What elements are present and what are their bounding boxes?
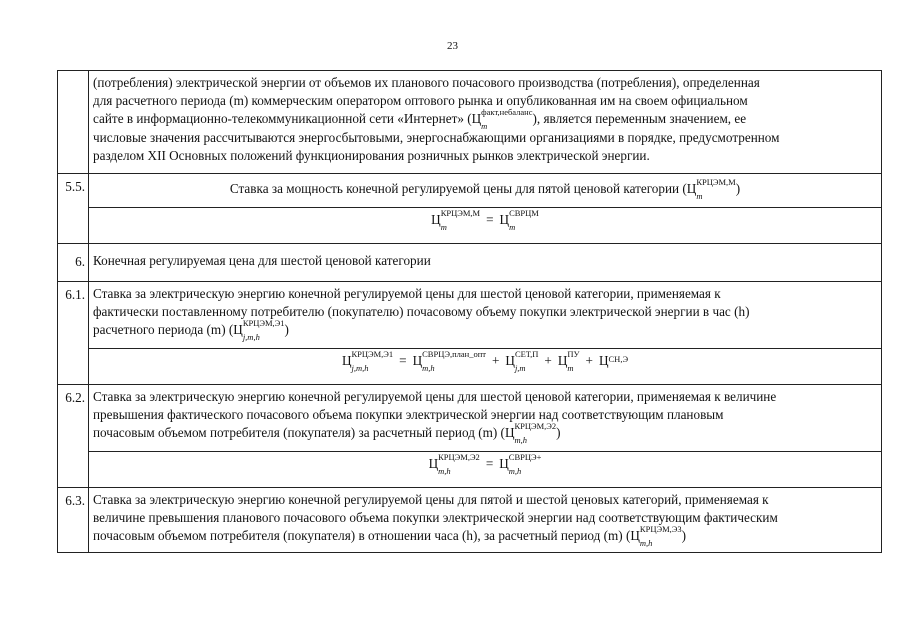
formula	[89, 349, 882, 385]
text-fragment: )	[284, 322, 289, 337]
symbol-indices	[481, 106, 533, 131]
text-fragment: ), является переменным значением, ее	[532, 111, 747, 126]
table-row	[58, 385, 882, 452]
text-fragment: почасовым объемом потребителя (покупателя) за расчетный период (m) (	[93, 425, 505, 440]
equals-sign: =	[486, 212, 494, 228]
symbol-indices	[242, 317, 285, 342]
text-line: (потребления) электрической энергии от объемов их планового почасового производства (потребления), определенная	[93, 75, 760, 90]
row-text	[89, 385, 882, 452]
subscript: m	[509, 222, 516, 232]
price-symbol: Ц	[557, 353, 568, 369]
subscript: j,m,h	[242, 331, 260, 342]
subscript: m	[440, 222, 447, 232]
subscript: m,h	[639, 537, 653, 548]
symbol-indices	[639, 523, 682, 548]
table-row	[58, 488, 882, 553]
superscript: факт,небаланс	[481, 106, 533, 117]
symbol-indices	[422, 349, 486, 373]
superscript: ПУ	[567, 349, 580, 359]
price-symbol: Ц	[686, 181, 697, 196]
table-row	[58, 282, 882, 349]
superscript: КРЦЭМ,Э2	[438, 452, 480, 462]
subscript: m	[567, 363, 574, 373]
text-fragment: )	[681, 528, 687, 543]
text-line	[93, 420, 877, 445]
superscript: СВРЦЭ,план_опт	[422, 349, 486, 359]
text-line: фактически поставленному потребителю (покупателю) почасовому объему покупки электрической энергии в час (h)	[93, 304, 750, 319]
price-symbol: Ц	[431, 212, 441, 228]
superscript: КРЦЭМ,Э1	[242, 317, 285, 328]
text-fragment: почасовым объемом потребителя (покупателя) в отношении часа (h), за расчетный период (m) (	[93, 528, 631, 543]
text-line: Ставка за электрическую энергию конечной регулируемой цены для шестой ценовой категории, применяемая к величине	[93, 389, 777, 404]
subscript: j,m,h	[351, 363, 369, 373]
symbol-indices	[514, 420, 557, 445]
superscript: КРЦЭМ,М	[440, 208, 481, 218]
symbol-indices	[696, 176, 736, 201]
superscript: СВРЦМ	[509, 208, 539, 218]
formula	[89, 208, 882, 244]
row-number: 6.3.	[58, 488, 89, 553]
text-fragment: Ставка за мощность конечной регулируемой цены для пятой ценовой категории (	[229, 181, 687, 196]
superscript: СЕТ,П	[514, 349, 539, 359]
price-symbol: Ц	[499, 212, 510, 228]
symbol-indices	[508, 452, 542, 476]
superscript: КРЦЭМ,Э1	[351, 349, 394, 359]
text-line	[93, 523, 877, 548]
symbol-indices	[514, 349, 539, 373]
price-symbol: Ц	[341, 353, 352, 369]
subscript: m,h	[422, 363, 435, 373]
row-text	[89, 488, 882, 553]
table-row	[58, 71, 882, 174]
price-symbol: Ц	[428, 456, 439, 472]
price-symbol: Ц	[505, 353, 515, 369]
symbol-indices	[438, 452, 480, 476]
row-title	[89, 174, 882, 208]
row-text	[89, 282, 882, 349]
row-number: 5.5.	[58, 174, 89, 244]
text-line: для расчетного периода (m) коммерческим оператором оптового рынка и опубликованная им на своем официальном	[93, 93, 748, 108]
page-number: 23	[447, 40, 458, 52]
table-row	[58, 244, 882, 282]
text-fragment: расчетного периода (m) (	[93, 322, 234, 337]
superscript: СН,Э	[608, 353, 629, 364]
subscript: j,m	[514, 363, 526, 373]
formula	[89, 452, 882, 488]
row-number-empty	[58, 71, 89, 174]
row-text	[89, 71, 882, 174]
superscript: КРЦЭМ,Э3	[639, 523, 682, 534]
text-line: числовые значения рассчитываются энергосбытовыми, энергоснабжающими организациями в порядке, предусмотренном	[93, 129, 780, 145]
plus-sign: +	[544, 353, 552, 369]
text-line: разделом XII Основных положений функционирования розничных рынков электрической энергии.	[93, 147, 650, 163]
price-symbol: Ц	[499, 456, 509, 472]
superscript: КРЦЭМ,М	[696, 176, 736, 187]
table-row	[58, 174, 882, 208]
subscript: m	[696, 190, 703, 201]
text-line	[93, 317, 877, 342]
plus-sign: +	[585, 353, 593, 369]
symbol-indices	[567, 349, 580, 373]
text-line: величине превышения планового почасового объема покупки электрической энергии над соответствующим фактическим	[93, 510, 778, 525]
row-number: 6.	[58, 244, 89, 282]
plus-sign: +	[491, 353, 500, 369]
tariff-table	[57, 70, 882, 553]
equals-sign: =	[485, 456, 494, 472]
subscript: m,h	[438, 466, 451, 476]
price-symbol: Ц	[504, 425, 515, 440]
equals-sign: =	[399, 353, 407, 369]
table-row	[58, 208, 882, 244]
symbol-indices	[351, 349, 394, 373]
superscript: КРЦЭМ,Э2	[514, 420, 557, 431]
price-symbol: Ц	[598, 353, 609, 369]
price-symbol: Ц	[630, 528, 640, 543]
table-row	[58, 349, 882, 385]
text-line: Ставка за электрическую энергию конечной регулируемой цены для пятой и шестой ценовых категорий, применяемая к	[93, 492, 769, 507]
row-title: Конечная регулируемая цена для шестой ценовой категории	[89, 244, 882, 282]
text-line	[93, 106, 877, 131]
symbol-indices	[509, 208, 539, 232]
row-number: 6.2.	[58, 385, 89, 488]
subscript: m,h	[514, 434, 527, 445]
text-fragment: )	[556, 425, 561, 440]
subscript: m,h	[508, 466, 522, 476]
price-symbol: Ц	[412, 353, 423, 369]
subscript: m	[481, 120, 488, 131]
row-number: 6.1.	[58, 282, 89, 385]
price-symbol: Ц	[471, 111, 482, 126]
symbol-indices	[440, 208, 481, 232]
text-fragment: сайте в информационно-телекоммуникационной сети «Интернет» (	[93, 111, 472, 126]
text-fragment: )	[735, 181, 741, 196]
text-line: превышения фактического почасового объема покупки электрической энергии над соответствующим плановым	[93, 407, 724, 422]
table-row	[58, 452, 882, 488]
text-line: Ставка за электрическую энергию конечной регулируемой цены для шестой ценовой категории, применяемая к	[93, 286, 721, 301]
price-symbol: Ц	[233, 322, 243, 337]
symbol-indices	[608, 353, 629, 367]
superscript: СВРЦЭ+	[508, 452, 542, 462]
